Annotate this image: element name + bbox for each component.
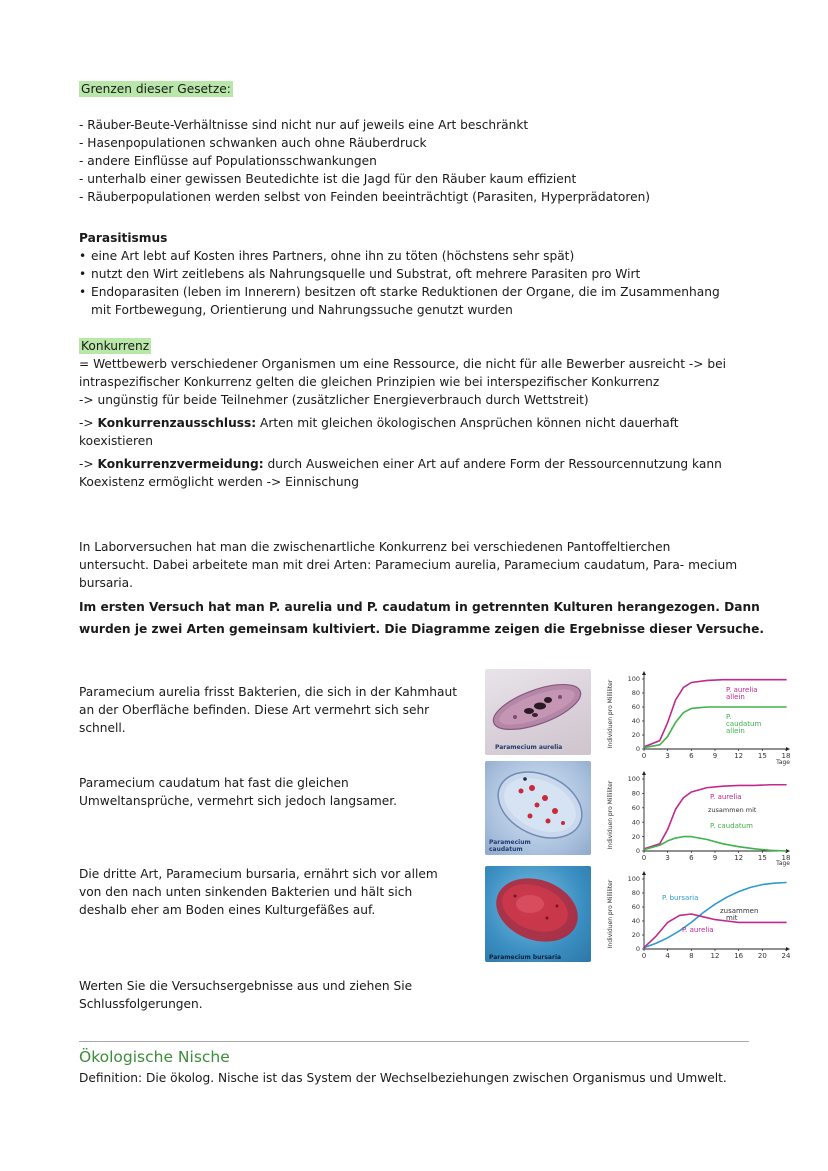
exclusion-term: Konkurrenzausschluss: [97,416,257,430]
parasitism-item: • Endoparasiten (leben im Innerern) besitzen oft starke Reduktionen der Organe, die im Zusammenhang [79,285,720,299]
x-tick-label: 6 [689,854,694,862]
series-line [644,837,786,851]
y-tick-label: 100 [627,875,640,884]
x-tick-label: 6 [689,752,694,760]
x-tick-label: 3 [665,854,670,862]
x-tick-label: 9 [712,854,718,862]
competition-def-line: -> ungünstig für beide Teilnehmer (zusätzlicher Energieverbrauch durch Wettstreit) [79,393,589,407]
series-line [644,914,786,948]
series-label: P. bursaria [662,894,699,902]
y-tick-label: 40 [631,917,640,926]
parasitism-list [79,247,759,319]
y-tick-label: 60 [631,804,640,812]
x-tick-label: 9 [712,752,718,760]
y-tick-label: 80 [631,789,640,798]
limits-list [79,116,650,206]
photo-paramecium-caudatum [485,761,591,855]
y-axis-label: Individuen pro Milliliter [607,780,614,850]
aurelia-description: Paramecium aurelia frisst Bakterien, die sich in der Kahmhaut an der Oberfläche befinden. Diese Art vermehrt sich sehr schnell. [79,685,457,735]
series-label: P. aurelia [682,926,714,934]
y-axis-arrow [642,671,646,675]
y-axis-label: Individuen pro Milliliter [607,879,614,949]
y-axis-arrow [642,871,646,875]
x-tick-label: 0 [641,752,647,760]
y-tick-label: 20 [631,731,640,740]
niche-definition: Definition: Die ökolog. Nische ist das System der Wechselbeziehungen zwischen Organismus und Umwelt. [79,1071,727,1085]
x-tick-label: 4 [665,952,670,960]
competitive-exclusion: -> Konkurrenzausschluss: Arten mit gleichen ökologischen Ansprüchen können nicht dauerhaft koexistieren [79,416,679,448]
chart-aurelia-with-caudatum [598,767,790,871]
bursaria-cell-illustration [485,866,591,962]
series-label: P. aurelia [710,793,742,801]
x-axis-label: Tage [776,759,790,766]
x-tick-label: 24 [781,952,790,960]
x-tick-label: 3 [665,752,670,760]
avoidance-term: Konkurrenzvermeidung: [97,457,264,471]
y-axis-label: Individuen pro Milliliter [607,679,614,749]
x-tick-label: 12 [710,952,720,960]
photo-paramecium-aurelia [485,669,591,755]
y-tick-label: 100 [627,675,640,684]
series-label: P. caudatum [710,822,753,830]
series-label: allein [726,693,745,701]
limits-item: - andere Einflüsse auf Populationsschwankungen [79,152,650,170]
parasitism-item-continuation: mit Fortbewegung, Orientierung und Nahrungssuche genutzt wurden [91,303,513,317]
x-tick-label: 12 [734,854,744,862]
evaluation-task: Werten Sie die Versuchsergebnisse aus und ziehen Sie Schlussfolgerungen. [79,979,413,1011]
photo-caption: Paramecium caudatum [489,839,531,853]
series-label: allein [726,727,745,735]
competition-definition [79,355,769,409]
x-tick-label: 18 [781,854,790,862]
photo-caption: Paramecium bursaria [489,954,562,961]
y-tick-label: 40 [631,818,640,827]
y-tick-label: 80 [631,889,640,898]
photo-paramecium-bursaria [485,866,591,962]
experiment-intro: In Laborversuchen hat man die zwischenartliche Konkurrenz bei verschiedenen Pantoffeltierchen untersucht. Dabei arbeitete man mit drei Arten: Paramecium aurelia, Paramecium caudatum, Para- mecium bursaria. [79,540,738,590]
y-tick-label: 0 [635,945,640,954]
y-tick-label: 60 [631,703,640,712]
y-tick-label: 100 [627,775,640,784]
competition-def-line: = Wettbewerb verschiedener Organismen um eine Ressource, die nicht für alle Bewerber ausreicht -> bei [79,357,726,371]
x-axis-label: Tage [776,860,790,867]
aurelia-cell-illustration [485,669,591,755]
series-line [644,680,786,747]
photo-caption: Paramecium aurelia [495,744,563,751]
x-tick-label: 15 [757,752,767,760]
chart-separate-cultures [598,667,790,769]
limits-item: - Räuber-Beute-Verhältnisse sind nicht nur auf jeweils eine Art beschränkt [79,116,650,134]
x-axis-arrow [786,747,790,751]
competition-heading [79,337,151,355]
series-relation-label: zusammen mit [708,806,757,814]
series-relation-label: zusammen [720,907,759,915]
x-tick-label: 0 [641,952,647,960]
x-tick-label: 12 [734,752,744,760]
y-tick-label: 20 [631,832,640,841]
y-tick-label: 20 [631,931,640,940]
section-divider [79,1041,749,1042]
series-label: P. [726,713,732,721]
series-relation-label: mit [726,914,738,922]
limits-item: - Hasenpopulationen schwanken auch ohne Räuberdruck [79,134,650,152]
series-label: caudatum [726,720,762,728]
chart-bursaria-with-aurelia [598,869,790,965]
caudatum-description: Paramecium caudatum hat fast die gleichen Umweltansprüche, vermehrt sich jedoch langsamer. [79,776,398,808]
experiment-task-description: Im ersten Versuch hat man P. aurelia und P. caudatum in getrennten Kulturen herangezogen. Dann wurden je zwei Arten gemeinsam kultiviert. Die Diagramme zeigen die Ergebnisse dieser Versuche. [79,600,764,636]
y-axis-arrow [642,771,646,775]
limits-item: - unterhalb einer gewissen Beutedichte ist die Jagd für den Räuber kaum effizient [79,170,650,188]
x-tick-label: 0 [641,854,647,862]
parasitism-heading: Parasitismus [79,231,168,245]
parasitism-item: • eine Art lebt auf Kosten ihres Partners, ohne ihn zu töten (höchstens sehr spät) [79,249,575,263]
x-tick-label: 16 [734,952,744,960]
x-tick-label: 18 [781,752,790,760]
competition-heading-text: Konkurrenz [81,339,150,353]
parasitism-item: • nutzt den Wirt zeitlebens als Nahrungsquelle und Substrat, oft mehrere Parasiten pro Wirt [79,267,641,281]
y-tick-label: 40 [631,717,640,726]
limits-heading [79,80,233,98]
y-tick-label: 0 [635,745,640,754]
series-label: P. aurelia [726,686,758,694]
y-tick-label: 60 [631,903,640,912]
bursaria-description: Die dritte Art, Paramecium bursaria, ernährt sich vor allem von den nach unten sinkenden Bakterien und hält sich deshalb eher am Boden eines Kulturgefäßes auf. [79,867,438,917]
x-tick-label: 20 [757,952,767,960]
y-tick-label: 0 [635,847,640,856]
limits-heading-text: Grenzen dieser Gesetze: [81,82,231,96]
series-line [644,883,786,948]
x-axis-arrow [786,947,790,951]
competition-def-line: intraspezifischer Konkurrenz gelten die gleichen Prinzipien wie bei interspezifischer Konkurrenz [79,375,660,389]
y-tick-label: 80 [631,689,640,698]
limits-item: - Räuberpopulationen werden selbst von Feinden beeinträchtigt (Parasiten, Hyperprädatoren) [79,188,650,206]
x-tick-label: 15 [757,854,767,862]
competition-avoidance: -> Konkurrenzvermeidung: durch Ausweichen einer Art auf andere Form der Ressourcennutzung kann Koexistenz ermöglicht werden -> Einnischung [79,457,722,489]
niche-heading: Ökologische Nische [79,1048,230,1066]
x-tick-label: 8 [689,952,694,960]
